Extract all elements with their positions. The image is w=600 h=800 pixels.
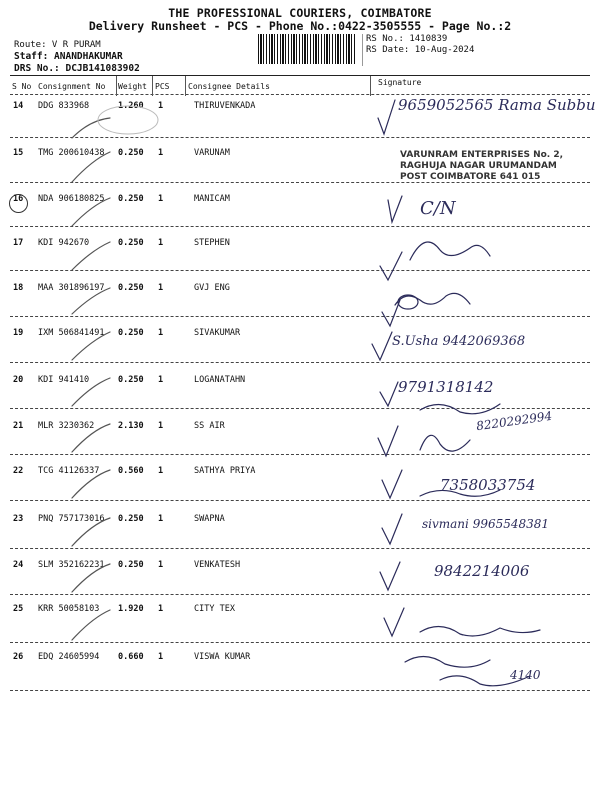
row-pcs: 1	[158, 194, 164, 204]
drs-number: DRS No.: DCJB141083902	[14, 63, 140, 74]
row-consignee: CITY TEX	[194, 604, 235, 614]
signature-row-21: 8220292994	[475, 408, 553, 434]
col-sep	[116, 76, 117, 96]
row-consignment: TCG 41126337	[38, 466, 100, 476]
row-weight: 1.260	[118, 101, 144, 111]
row-weight: 0.560	[118, 466, 144, 476]
row-consignee: GVJ ENG	[194, 283, 230, 293]
signature-row-20: 9791318142	[398, 378, 494, 396]
company-title: THE PROFESSIONAL COURIERS, COIMBATORE	[168, 6, 432, 20]
row-consignment: SLM 352162231	[38, 560, 105, 570]
row-pcs: 1	[158, 283, 164, 293]
row-weight: 0.250	[118, 283, 144, 293]
row-sno: 24	[13, 560, 24, 570]
row-sno: 25	[13, 604, 24, 614]
row-sno: 17	[13, 238, 24, 248]
row-divider	[10, 316, 590, 317]
row-divider	[10, 362, 590, 363]
row-weight: 0.250	[118, 148, 144, 158]
row-weight: 0.250	[118, 238, 144, 248]
row-divider	[10, 408, 590, 409]
row-weight: 0.660	[118, 652, 144, 662]
row-weight: 0.250	[118, 194, 144, 204]
row-weight: 0.250	[118, 375, 144, 385]
row-consignee: SIVAKUMAR	[194, 328, 241, 338]
row-divider	[10, 642, 590, 643]
row-pcs: 1	[158, 101, 164, 111]
col-consignment: Consignment No	[38, 82, 106, 91]
row-consignee: SATHYA PRIYA	[194, 466, 256, 476]
row-pcs: 1	[158, 652, 164, 662]
row-consignee: THIRUVENKADA	[194, 101, 256, 111]
table-row	[0, 652, 600, 664]
row-sno: 26	[13, 652, 24, 662]
col-sep	[152, 76, 153, 96]
signature-row-26: 4140	[510, 668, 541, 682]
row-consignee: SS AIR	[194, 421, 225, 431]
row-consignment: DDG 833968	[38, 101, 90, 111]
row-consignment: KDI 942670	[38, 238, 90, 248]
row-sno: 16	[13, 194, 24, 204]
signature-row-19: S.Usha 9442069368	[392, 334, 526, 349]
row-consignment: KRR 50058103	[38, 604, 100, 614]
signature-row-24: 9842214006	[434, 562, 530, 580]
col-sep	[370, 76, 371, 96]
row-pcs: 1	[158, 148, 164, 158]
row-pcs: 1	[158, 421, 164, 431]
col-sno: S No	[12, 82, 32, 91]
table-row	[0, 283, 600, 295]
row-divider	[10, 270, 590, 271]
signature-row-14: 9659052565 Rama Subbu	[398, 96, 596, 114]
row-consignment: EDQ 24605994	[38, 652, 100, 662]
row-sno: 14	[13, 101, 24, 111]
row-consignment: TMG 200610438	[38, 148, 105, 158]
table-row	[0, 375, 600, 387]
row-consignment: NDA 906180825	[38, 194, 105, 204]
row-divider	[10, 137, 590, 138]
row-pcs: 1	[158, 466, 164, 476]
row-pcs: 1	[158, 375, 164, 385]
table-top-border	[10, 75, 590, 76]
row-pcs: 1	[158, 604, 164, 614]
header-divider-dashed	[10, 94, 590, 95]
rs-number: RS No.: 1410839	[366, 34, 448, 44]
row-weight: 1.920	[118, 604, 144, 614]
row-divider	[10, 548, 590, 549]
col-pcs: PCS	[155, 82, 170, 91]
header-divider	[362, 34, 363, 66]
row-sno: 18	[13, 283, 24, 293]
row-divider	[10, 690, 590, 691]
signature-row-23: sivmani 9965548381	[422, 517, 550, 531]
row-weight: 0.250	[118, 514, 144, 524]
row-sno: 19	[13, 328, 24, 338]
row-pcs: 1	[158, 560, 164, 570]
row-weight: 0.250	[118, 328, 144, 338]
col-sep	[185, 76, 186, 96]
row-weight: 2.130	[118, 421, 144, 431]
signature-row-16: C/N	[420, 198, 456, 219]
table-row	[0, 238, 600, 250]
row-sno: 21	[13, 421, 24, 431]
row-consignee: SWAPNA	[194, 514, 225, 524]
row-divider	[10, 454, 590, 455]
row-sno: 20	[13, 375, 24, 385]
row-consignee: MANICAM	[194, 194, 230, 204]
row-pcs: 1	[158, 238, 164, 248]
rs-date: RS Date: 10-Aug-2024	[366, 45, 475, 55]
row-consignee: LOGANATAHN	[194, 375, 246, 385]
table-row	[0, 194, 600, 206]
row-consignee: VARUNAM	[194, 148, 230, 158]
staff-label: Staff: ANANDHAKUMAR	[14, 51, 123, 62]
row-consignee: VENKATESH	[194, 560, 241, 570]
row-divider	[10, 226, 590, 227]
row-sno: 22	[13, 466, 24, 476]
row-consignee: STEPHEN	[194, 238, 230, 248]
row-pcs: 1	[158, 328, 164, 338]
route-label: Route: V R PURAM	[14, 40, 101, 50]
row-divider	[10, 594, 590, 595]
row-consignment: KDI 941410	[38, 375, 90, 385]
table-row	[0, 604, 600, 616]
company-stamp-row-15: VARUNRAM ENTERPRISES No. 2, RAGHUJA NAGAR URUMANDAM POST COIMBATORE 641 015	[400, 150, 564, 182]
signature-row-22: 7358033754	[440, 476, 536, 494]
barcode-image	[258, 34, 356, 64]
row-sno: 15	[13, 148, 24, 158]
row-consignment: MLR 3230362	[38, 421, 95, 431]
runsheet-subtitle: Delivery Runsheet - PCS - Phone No.:0422-3505555 - Page No.:2	[88, 19, 512, 33]
row-consignment: MAA 301896197	[38, 283, 105, 293]
col-weight: Weight	[118, 82, 147, 91]
row-weight: 0.250	[118, 560, 144, 570]
row-sno: 23	[13, 514, 24, 524]
col-consignee: Consignee Details	[188, 82, 270, 91]
row-consignment: IXM 506841491	[38, 328, 105, 338]
row-divider	[10, 500, 590, 501]
row-consignment: PNQ 757173016	[38, 514, 105, 524]
row-consignee: VISWA KUMAR	[194, 652, 251, 662]
row-pcs: 1	[158, 514, 164, 524]
col-signature: Signature	[378, 78, 422, 87]
